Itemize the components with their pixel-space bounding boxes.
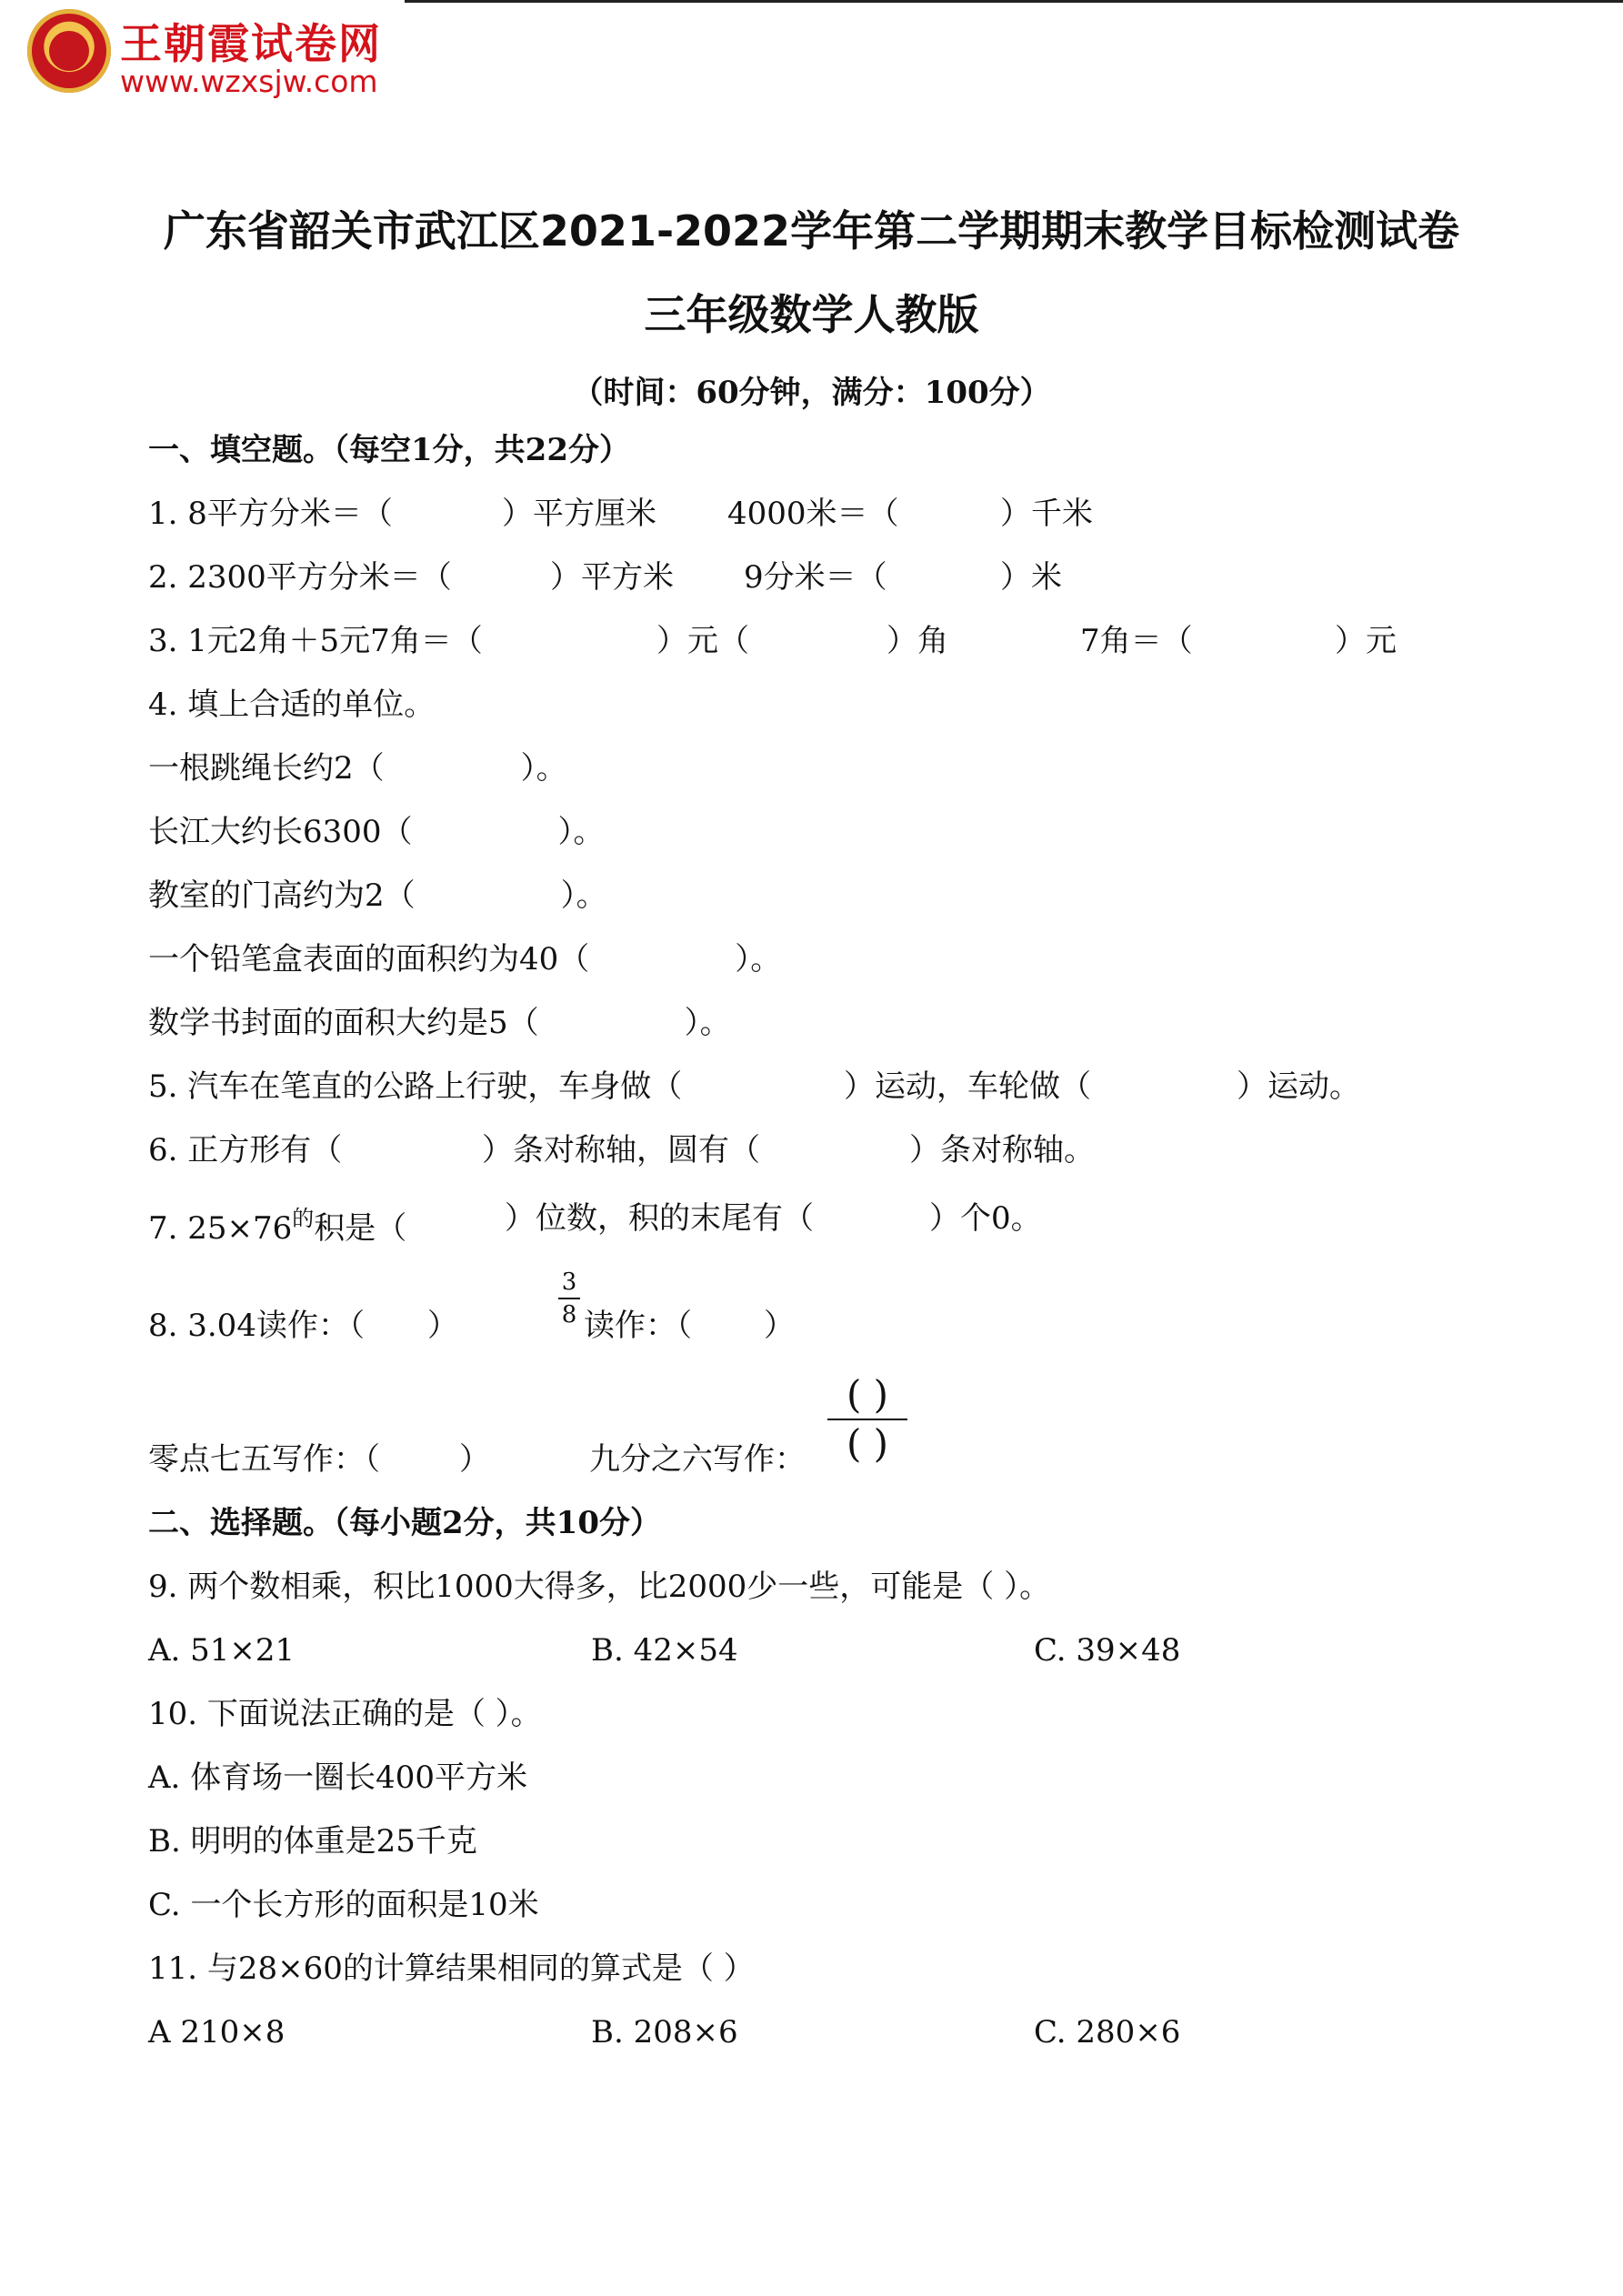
q1-part-a: 1. 8平方分米＝（ xyxy=(148,496,393,532)
fraction-three-eighths: 3 8 xyxy=(558,1268,580,1328)
site-logo xyxy=(27,9,418,100)
q3-part-b: ）元（ xyxy=(656,623,749,659)
q5-part-c: ）运动。 xyxy=(1237,1068,1360,1105)
q9-option-c: C. 39×48 xyxy=(1034,1632,1181,1669)
fraction-blank: ( ) ( ) xyxy=(822,1371,913,1468)
q2-part-a: 2. 2300平方分米＝（ xyxy=(148,559,452,596)
q4-item-5: 数学书封面的面积大约是5（ ）。 xyxy=(148,1005,731,1041)
q6-part-c: ）条对称轴。 xyxy=(909,1132,1095,1168)
q2-part-c: 9分米＝（ xyxy=(744,559,887,596)
q4-item-3: 教室的门高约为2（ ）。 xyxy=(148,877,607,914)
q5-part-a: 5. 汽车在笔直的公路上行驶，车身做（ xyxy=(148,1068,683,1105)
q6-part-a: 6. 正方形有（ xyxy=(148,1132,343,1168)
q4-stem: 4. 填上合适的单位。 xyxy=(148,687,436,723)
q8-part-c: 读作：（ xyxy=(584,1308,692,1344)
q10-option-b: B. 明明的体重是25千克 xyxy=(148,1823,477,1860)
q4-item-2: 长江大约长6300（ ）。 xyxy=(148,814,605,850)
q9-stem: 9. 两个数相乘，积比1000大得多，比2000少一些，可能是（ ）。 xyxy=(148,1569,1051,1605)
q8-part-f: ） xyxy=(459,1441,490,1478)
q8-part-g: 九分之六写作： xyxy=(589,1441,806,1478)
q3-part-d: 7角＝（ xyxy=(1080,623,1193,659)
q1-part-c: 4000米＝（ xyxy=(727,496,899,532)
q9-option-b: B. 42×54 xyxy=(591,1632,738,1669)
q1-part-b: ）平方厘米 xyxy=(502,496,656,532)
logo-url: www.wzxsjw.com xyxy=(120,64,378,99)
exam-title: 广东省韶关市武江区2021-2022学年第二学期期末教学目标检测试卷 xyxy=(163,206,1460,256)
seal-icon xyxy=(27,9,111,93)
q6-part-b: ）条对称轴，圆有（ xyxy=(482,1132,760,1168)
q10-option-c: C. 一个长方形的面积是10米 xyxy=(148,1887,539,1923)
q8-part-a: 8. 3.04读作：（ xyxy=(148,1308,365,1344)
q9-option-a: A. 51×21 xyxy=(148,1632,296,1669)
q3-part-c: ）角 xyxy=(887,623,948,659)
q2-part-b: ）平方米 xyxy=(550,559,674,596)
q11-option-a: A 210×8 xyxy=(148,2014,286,2050)
q3-part-a: 3. 1元2角＋5元7角＝（ xyxy=(148,623,483,659)
q4-item-1: 一根跳绳长约2（ ）。 xyxy=(148,750,567,787)
exam-subtitle: 三年级数学人教版 xyxy=(644,290,979,339)
q7-part-d: ）个0。 xyxy=(929,1200,1042,1237)
q8-part-e: 零点七五写作：（ xyxy=(148,1441,380,1478)
q3-part-e: ）元 xyxy=(1335,623,1397,659)
q7-part-c: ）位数，积的末尾有（ xyxy=(505,1200,814,1237)
exam-info: （时间：60分钟，满分：100分） xyxy=(572,375,1051,411)
q2-part-d: ）米 xyxy=(1000,559,1062,596)
section-1-heading: 一、填空题。（每空1分，共22分） xyxy=(148,432,630,468)
q1-part-d: ）千米 xyxy=(1000,496,1093,532)
q10-option-a: A. 体育场一圈长400平方米 xyxy=(148,1760,528,1796)
q8-part-b: ） xyxy=(427,1308,458,1344)
q11-option-c: C. 280×6 xyxy=(1034,2014,1181,2050)
section-2-heading: 二、选择题。（每小题2分，共10分） xyxy=(148,1505,661,1541)
header-rule xyxy=(405,0,1623,3)
logo-name: 王朝霞试卷网 xyxy=(120,19,382,68)
q11-stem: 11. 与28×60的计算结果相同的算式是（ ） xyxy=(148,1950,755,1987)
q8-part-d: ） xyxy=(764,1308,795,1344)
q7-sup: 的 xyxy=(292,1206,315,1231)
q7-part-a: 7. $25\times 76^的$积是（ xyxy=(148,1206,407,1247)
q4-item-4: 一个铅笔盒表面的面积约为40（ ）。 xyxy=(148,941,782,978)
q11-option-b: B. 208×6 xyxy=(591,2014,738,2050)
q5-part-b: ）运动，车轮做（ xyxy=(844,1068,1091,1105)
q10-stem: 10. 下面说法正确的是（ ）。 xyxy=(148,1696,542,1732)
